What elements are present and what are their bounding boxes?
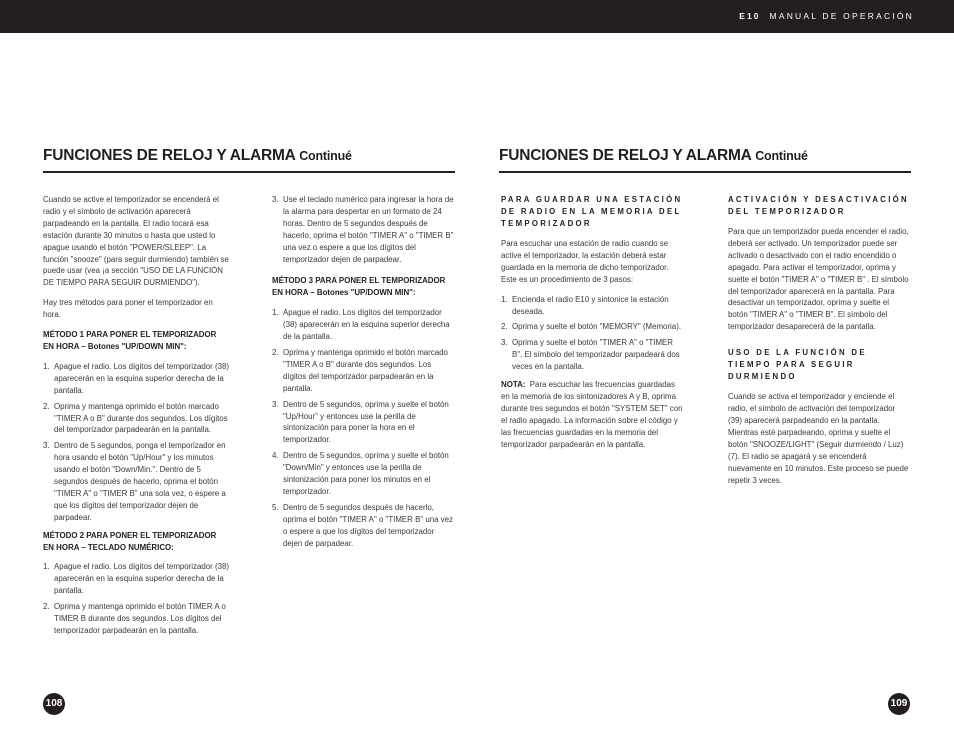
method2-label: MÉTODO 2 PARA PONER EL TEMPORIZADOR EN HORA – TECLADO NUMÉRICO: <box>43 530 217 552</box>
step-text: Oprima y mantenga oprimido el botón marcado "TIMER A o B" durante dos segundos. Los dígitos del temporizador parpadearán en la pantalla. <box>283 347 448 393</box>
step-text: Dentro de 5 segundos, ponga el temporizador en hora usando el botón "Up/Hour" y los minutos usando el botón "Down/Min.". Dentro de 5 segundos después de hacerlo, oprima el botón "TIMER A" o "TIMER B" una sola vez, o espere a que los dígitos del temporizador dejen de parpadear. <box>54 441 226 522</box>
step-number: 3. <box>501 338 508 348</box>
step-number: 1. <box>43 361 50 371</box>
note <box>501 379 685 450</box>
step-text: Oprima y mantenga oprimido el botón TIMER A o TIMER B durante dos segundos. Los dígitos del temporizador parpadearán en la pantalla. <box>54 602 226 635</box>
step-text: Oprima y suelte el botón "MEMORY" (Memoria). <box>512 322 682 332</box>
step-number: 4. <box>272 451 279 461</box>
list-item <box>43 561 229 597</box>
step-number: 3. <box>272 195 279 204</box>
step-text: Oprima y suelte el botón "TIMER A" o "TIMER B". El símbolo del temporizador parpadeará dos veces en la pantalla. <box>512 338 680 372</box>
method2-steps <box>43 561 229 636</box>
left-page-heading <box>43 147 352 165</box>
left-column-2 <box>272 194 454 555</box>
step-number: 1. <box>43 562 50 572</box>
step-number: 3. <box>272 399 279 409</box>
timer-intro: Cuando se active el temporizador se encenderá el radio y el símbolo de activación aparecerá parpadeando en la pantalla. El radio tocará esa estación durante 30 minutos o hasta que usted lo apague usando el botón "POWER/SLEEP". La función "snooze" (para seguir durmiendo) también se puede usar (vea ¡a sección "USO DE LA FUNCIÓN DE TIEMPO PARA SEGUIR DURMIENDO"). <box>43 195 229 288</box>
step-number: 1. <box>272 308 279 318</box>
step-text: Dentro de 5 segundos después de hacerlo, oprima el botón "TIMER A" o "TIMER B" una vez o espere a que los dígitos del temporizador dejen de parpadear. <box>283 502 453 548</box>
list-item <box>43 361 229 397</box>
list-item <box>43 401 229 437</box>
list-item <box>501 321 685 333</box>
list-item <box>43 440 229 523</box>
left-heading-cont: Continué <box>299 149 352 163</box>
method2-steps-cont <box>272 194 454 265</box>
header-manual-title: MANUAL DE OPERACIÓN <box>769 11 914 21</box>
header-model: E10 <box>739 11 761 21</box>
right-column-2 <box>728 194 910 494</box>
step-text: Use el teclado numérico para ingresar la hora de la alarma para despertar en un formato de 24 horas. Dentro de 5 segundos después de hacerlo, oprima el botón "TIMER A" o "TIMER B" una vez o espere a que los dígitos del temporizador dejen de parpadear. <box>283 195 454 264</box>
list-item <box>272 502 454 550</box>
method3-steps <box>272 307 454 549</box>
methods-intro: Hay tres métodos para poner el temporizador en hora. <box>43 298 213 320</box>
list-item <box>272 347 454 395</box>
step-text: Apague el radio. Los dígitos del temporizador (38) aparecerán en la esquina superior derecha de la pantalla. <box>283 308 450 342</box>
save-station-steps <box>501 294 685 373</box>
step-number: 3. <box>43 441 50 451</box>
save-station-label: PARA GUARDAR UNA ESTACIÓN DE RADIO EN LA MEMORIA DEL TEMPORIZADOR <box>501 195 683 228</box>
left-heading-text: FUNCIONES DE RELOJ Y ALARMA <box>43 147 296 164</box>
step-text: Apague el radio. Los dígitos del temporizador (38) aparecerán en la esquina superior derecha de la pantalla. <box>54 562 230 596</box>
snooze-label: USO DE LA FUNCIÓN DE TIEMPO PARA SEGUIR DURMIENDO <box>728 348 867 382</box>
left-heading-rule <box>43 171 455 173</box>
step-text: Oprima y mantenga oprimido el botón marcado "TIMER A o B" durante dos segundos. Los dígitos del temporizador parpadearán en la pantalla. <box>54 401 228 435</box>
list-item <box>501 337 685 373</box>
header-bar <box>0 0 954 33</box>
timer-activation-label: ACTIVACIÓN Y DESACTIVACIÓN DEL TEMPORIZADOR <box>728 195 909 216</box>
step-number: 1. <box>501 294 508 304</box>
left-column-1 <box>43 194 229 643</box>
list-item <box>501 294 685 318</box>
right-heading-cont: Continué <box>755 149 808 163</box>
list-item <box>43 601 229 637</box>
list-item <box>272 450 454 498</box>
snooze-text: Cuando se activa el temporizador y enciende el radio, el símbolo de activación del temporizador (39) aparecerá parpadeando en la pantalla. Mientras esté parpadeando, oprima y suelte el botón "SNOOZE/LIGHT" (Seguir durmiendo / Luz) (7). El radio se apagará y se encenderá nuevamente en 10 minutos. Este proceso se puede repetir 3 veces. <box>728 392 909 485</box>
step-number: 2. <box>272 347 279 357</box>
step-text: Dentro de 5 segundos, oprima y suelte el botón "Up/Hour" y entonces use la perilla de sintonización para poner la hora en el temporizador. <box>283 399 449 445</box>
right-heading-text: FUNCIONES DE RELOJ Y ALARMA <box>499 147 752 164</box>
list-item <box>272 399 454 447</box>
step-number: 2. <box>43 602 50 612</box>
right-heading-rule <box>499 171 911 173</box>
header-title <box>739 11 914 21</box>
note-label: NOTA: <box>501 380 526 390</box>
list-item <box>272 307 454 343</box>
method3-label: MÉTODO 3 PARA PONER EL TEMPORIZADOR EN HORA – Botones "UP/DOWN MIN": <box>272 276 446 298</box>
note-text: Para escuchar las frecuencias guardadas en la memoria de los sintonizadores A y B, oprima durante tres segundos el botón "SYSTEM SET" con el radio apagado. La información sobre el código y las frecuencias guardadas en la memoria del temporizador parpadearán en la pantalla. <box>501 380 683 449</box>
step-number: 2. <box>43 401 50 411</box>
page-number-left: 108 <box>43 693 65 715</box>
list-item <box>272 194 454 265</box>
step-number: 5. <box>272 502 279 512</box>
right-column-1 <box>501 194 685 459</box>
step-text: Encienda el radio E10 y sintonice la estación deseada. <box>512 294 669 316</box>
right-page-heading <box>499 147 808 165</box>
method1-steps <box>43 361 229 524</box>
step-text: Apague el radio. Los dígitos del temporizador (38) aparecerán en la esquina superior derecha de la pantalla. <box>54 361 230 395</box>
timer-activation-text: Para que un temporizador pueda encender el radio, deberá ser activado. Un temporizador puede ser activado o desactivado con el radio encendido o apagado. Para activar el temporizador, oprima y suelte el botón "TIMER A" o "TIMER B" . El símbolo del temporizador aparecerá en la pantalla. Para desactivar un temporizador, oprima y suelte el botón "TIMER A" o "TIMER B". El símbolo del temporizador desaparecerá de la pantalla. <box>728 227 909 332</box>
page-number-right: 109 <box>888 693 910 715</box>
step-text: Dentro de 5 segundos, oprima y suelte el botón "Down/Min" y entonces use la perilla de sintonización para poner los minutos en el temporizador. <box>283 451 449 496</box>
method1-label: MÉTODO 1 PARA PONER EL TEMPORIZADOR EN HORA – Botones "UP/DOWN MIN": <box>43 330 217 351</box>
step-number: 2. <box>501 322 508 332</box>
save-station-intro: Para escuchar una estación de radio cuando se active el temporizador, la estación deberá estar guardada en la memoria de dicho temporizador. Este es un procedimiento de 3 pasos: <box>501 239 669 284</box>
